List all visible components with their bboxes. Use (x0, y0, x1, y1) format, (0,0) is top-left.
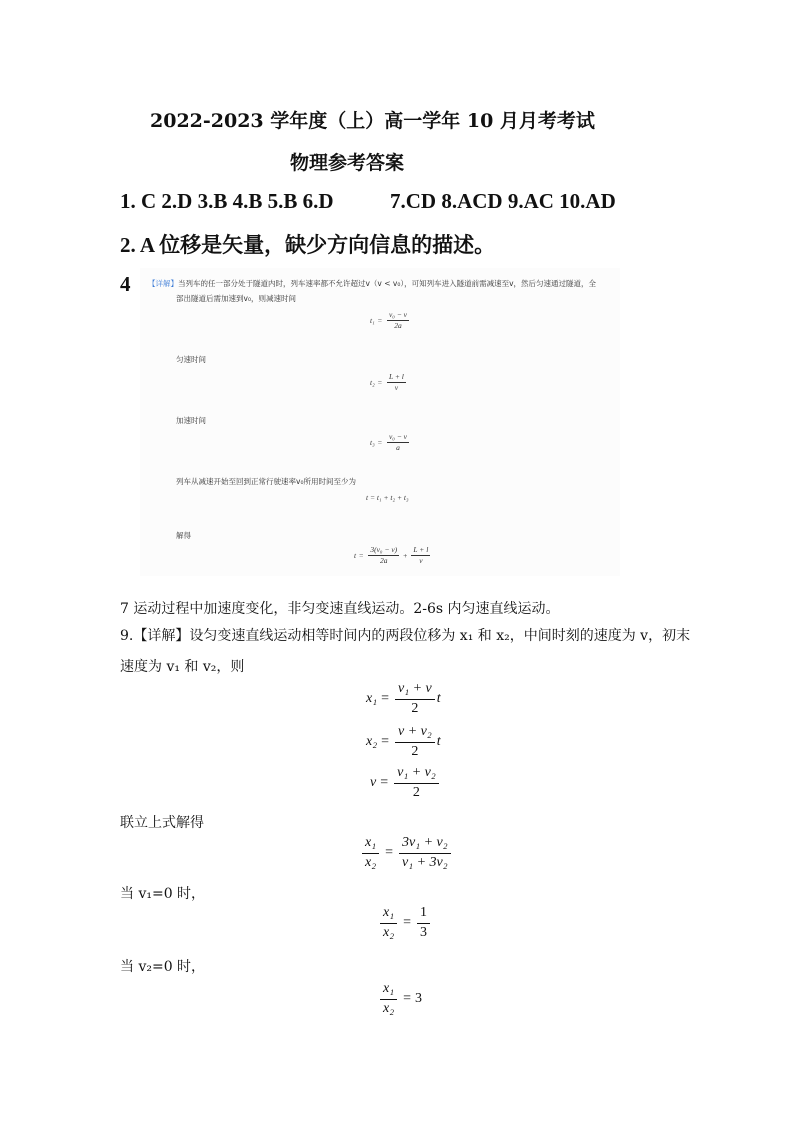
q9-eq1-equals: = (381, 691, 389, 707)
q9-eq4-lhs-den: x₂ (365, 854, 377, 870)
q2-explanation: 2. A 位移是矢量，缺少方向信息的描述。 (120, 233, 496, 257)
page-title: 2022-2023 学年度（上）高一学年 10 月月考考试 (150, 110, 595, 132)
q9-eq4-rhs-num: 3v₁ + v₂ (399, 836, 451, 854)
q4-eq-t2 (370, 373, 408, 392)
q4-eq3-lhs: t₃ (370, 437, 375, 447)
q9-eq-case1 (378, 906, 432, 940)
q4-label-solve: 解得 (176, 531, 191, 540)
q4-eq2-equals: = (377, 377, 382, 387)
q9-combine-label: 联立上式解得 (120, 815, 204, 831)
q4-line1: 当列车的任一部分处于隧道内时，列车速率都不允许超过v（v < v₀），可知列车进入隧道前需减速至v，然后匀速通过隧道，全 (178, 279, 597, 288)
q4-eq1-num: v₀ − v (388, 310, 408, 319)
q4-text-line2: 部出隧道后需加速到v₀，则减速时间 (176, 294, 296, 303)
q4-eq1-equals: = (377, 315, 382, 325)
q9-eq5-lhs-num: x₁ (380, 906, 397, 924)
q9-eq4-equals: = (385, 845, 393, 861)
q9-eq3-den: 2 (412, 784, 420, 800)
q4-eq-result: t = $\frac{\text{3(v₀ − v)}}{2a}$ + $\frac{L + l}{v}$ (354, 545, 429, 565)
q4-eq5-num2: L + l (413, 545, 429, 554)
q4-eq3-equals: = (377, 437, 382, 447)
answer-key-part1: 1. C 2.D 3.B 4.B 5.B 6.D (120, 189, 334, 213)
q9-eq6-lhs-den: x₂ (383, 1000, 395, 1016)
q9-eq2-tail: t (436, 734, 441, 750)
q4-eq3-num: v₀ − v (388, 432, 408, 441)
q4-eq5-equals: = (359, 550, 364, 560)
q4-embedded-solution-image (140, 268, 620, 576)
q4-label-accel: 加速时间 (176, 416, 206, 425)
q9-eq3-num: v₁ + v₂ (394, 766, 439, 784)
q4-eq5-lhs: t (354, 550, 357, 560)
q4-number: 4 (120, 272, 131, 296)
q4-eq-total: t = t₁ + t₂ + t₃ (366, 493, 409, 502)
q9-eq3-equals: = (380, 775, 389, 791)
q9-eq5-lhs-den: x₂ (383, 924, 395, 940)
q9-eq1-den: 2 (411, 700, 419, 716)
q9-eq2-num: v + v₂ (395, 725, 435, 743)
q9-eq3-lhs: v (370, 775, 377, 791)
q9-eq-v (370, 766, 441, 800)
q9-intro-line2: 速度为 v₁ 和 v₂，则 (120, 659, 245, 675)
q9-eq4-lhs-num: x₁ (362, 836, 379, 854)
q7-explanation: 7 运动过程中加速度变化，非匀变速直线运动。2-6s 内匀速直线运动。 (120, 601, 560, 617)
q4-label-uniform: 匀速时间 (176, 355, 206, 364)
q9-eq5-rhs-den: 3 (420, 924, 427, 940)
q4-eq5-den2: v (419, 555, 423, 565)
q4-tag: 【详解】 (148, 279, 178, 288)
q4-eq-t1 (370, 311, 411, 330)
q9-eq-x2 (366, 725, 441, 759)
q4-eq5-den1: 2a (379, 555, 388, 565)
q9-eq6-lhs-num: x₁ (380, 982, 397, 1000)
q9-eq6-equals: = (403, 991, 411, 1007)
q4-eq-t3 (370, 433, 411, 452)
q9-eq1-num: v₁ + v (395, 682, 435, 700)
q4-text-line1 (148, 278, 596, 289)
q9-eq1-lhs: x₁ (366, 691, 378, 707)
q4-eq2-den: v (394, 382, 399, 392)
q9-eq2-equals: = (381, 734, 389, 750)
q4-eq5-num1: 3(v₀ − v) (370, 545, 398, 554)
q9-eq2-lhs: x₂ (366, 734, 378, 750)
q9-eq5-equals: = (403, 915, 411, 931)
q9-eq-case2 (378, 982, 422, 1016)
q9-eq1-tail: t (436, 691, 441, 707)
q9-case2-label: 当 v₂=0 时， (120, 959, 206, 975)
q4-eq3-den: a (396, 442, 400, 452)
q9-eq6-rhs: 3 (415, 991, 422, 1007)
q9-eq-x1 (366, 682, 441, 716)
q4-label-total: 列车从减速开始至回到正常行驶速率v₀所用时间至少为 (176, 477, 356, 486)
q9-intro-line1: 9.【详解】设匀变速直线运动相等时间内的两段位移为 x₁ 和 x₂，中间时刻的速度为 v，初末 (120, 628, 691, 644)
answer-key-part2: 7.CD 8.ACD 9.AC 10.AD (390, 189, 616, 213)
q9-eq-ratio (360, 836, 453, 870)
q9-eq4-rhs-den: v₁ + 3v₂ (402, 854, 448, 870)
q9-case1-label: 当 v₁=0 时， (120, 886, 206, 902)
q4-eq2-num: L + l (388, 372, 404, 381)
q9-eq5-rhs-num: 1 (417, 906, 430, 924)
q4-eq2-lhs: t₂ (370, 377, 375, 387)
q4-eq1-den: 2a (394, 320, 402, 330)
q4-eq1-lhs: t₁ (370, 315, 375, 325)
q9-eq2-den: 2 (411, 743, 419, 759)
page-subtitle: 物理参考答案 (290, 152, 405, 174)
